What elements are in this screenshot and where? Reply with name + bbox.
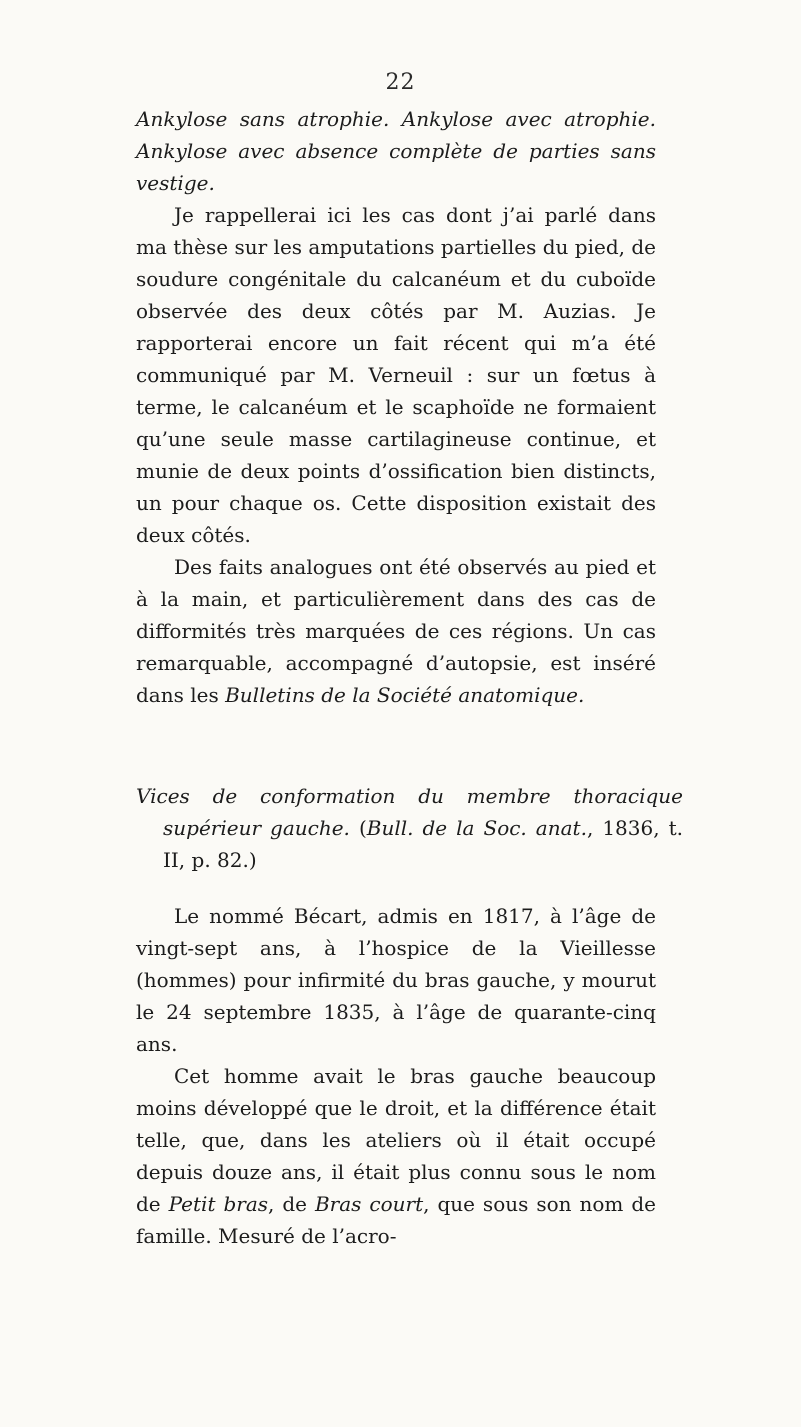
paragraph-faits-text: Des faits analogues ont été observés au pied et à la main, et particulièrement dans des cas de difformités très marquées de ces régions. Un cas remarquable, accompagné d’autopsie, est inséré dans les (136, 555, 656, 707)
paragraph-bras-text-b: , de (268, 1192, 315, 1216)
heading-ref-journal: Bull. de la Soc. anat. (366, 816, 587, 840)
paragraph-bras-gauche (136, 1060, 656, 1252)
italic-line-ankylose: Ankylose sans atrophie. Ankylose avec atrophie. Ankylose avec absence complète de parties sans vestige. (136, 107, 656, 195)
heading-ref-details: , 1836, t. II, p. 82.) (163, 816, 683, 872)
paragraph-faits-analogues (136, 551, 656, 711)
paragraph-bras-text-c: , que sous son nom de famille. Mesuré de l’acro- (136, 1192, 657, 1248)
paragraph-becart: Le nommé Bécart, admis en 1817, à l’âge de vingt-sept ans, à l’hospice de la Vieillesse (hommes) pour infirmité du bras gauche, y mourut le 24 septembre 1835, à l’âge de quarante-cinq ans. (136, 904, 656, 1056)
nickname-petit-bras: Petit bras (168, 1192, 269, 1216)
heading-title: Vices de conformation du membre thoracique supérieur gauche. (136, 784, 683, 840)
section-heading (136, 780, 683, 876)
heading-ref-open: ( (349, 816, 367, 840)
text-block-top (136, 103, 656, 711)
paragraph-bras-text-a: Cet homme avait le bras gauche beaucoup moins développé que le droit, et la différence était telle, que, dans les ateliers où il était occupé depuis douze ans, il était plus connu sous le nom de (136, 1064, 656, 1216)
bulletins-reference: Bulletins de la Société anatomique. (225, 683, 585, 707)
page-number: 22 (385, 70, 416, 95)
text-block-bottom (136, 900, 656, 1252)
paragraph-auzias: Je rappellerai ici les cas dont j’ai parlé dans ma thèse sur les amputations partielles du pied, de soudure congénitale du calcanéum et du cuboïde observée des deux côtés par M. Auzias. Je rapporterai encore un fait récent qui m’a été communiqué par M. Verneuil : sur un fœtus à terme, le calcanéum et le scaphoïde ne formaient qu’une seule masse cartilagineuse continue, et munie de deux points d’ossification bien distincts, un pour chaque os. Cette disposition existait des deux côtés. (136, 203, 656, 547)
nickname-bras-court: Bras court (314, 1192, 424, 1216)
